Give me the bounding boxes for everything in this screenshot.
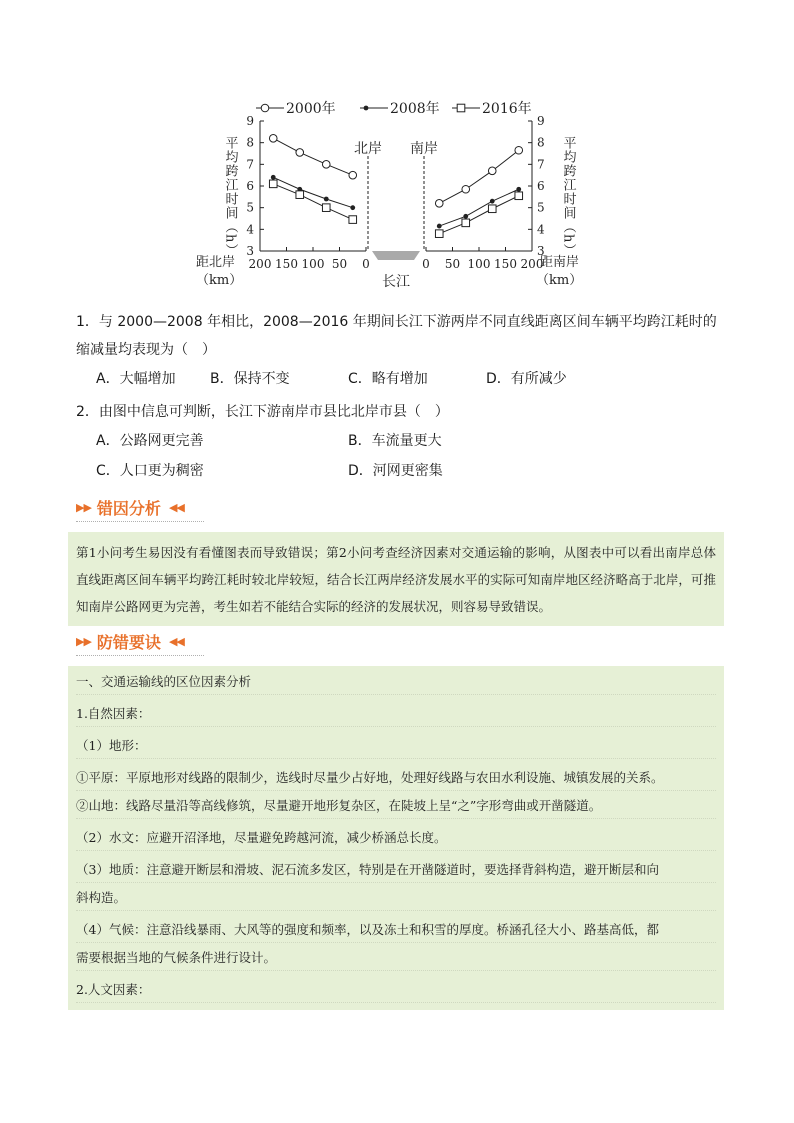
analysis-text: 第1小问考生易因没有看懂图表而导致错误；第2小问考查经济因素对交通运输的影响，从图表中可以看出南岸总体直线距离区间车辆平均跨江耗时较北岸较短，结合长江两岸经济发展水平的实际可知南岸地区经济略高于北岸，可推知南岸公路网更为完善，考生如若不能结合实际的经济的发展状况，则容易导致错误。 xyxy=(76,545,716,614)
right-series-point xyxy=(437,224,442,229)
left-series-point xyxy=(296,191,304,199)
right-series-point xyxy=(435,200,443,208)
right-y-tick-label: 4 xyxy=(537,222,545,237)
chart-axes xyxy=(196,114,582,290)
right-series-line-2000年 xyxy=(439,150,519,203)
question-2-options-row-1 xyxy=(76,426,726,456)
river-shape xyxy=(372,251,420,260)
left-series-point xyxy=(322,161,330,169)
right-series-point xyxy=(463,214,468,219)
tip-line: 2.人文因素： xyxy=(76,978,716,1003)
left-x-axis-title: 距北岸 xyxy=(196,255,236,270)
right-y-tick-label: 9 xyxy=(537,114,545,128)
tip-line: （1）地形： xyxy=(76,734,716,759)
left-series-point xyxy=(296,149,304,157)
left-y-tick-label: 6 xyxy=(246,179,254,193)
north-bank-label: 北岸 xyxy=(354,141,382,157)
river-label: 长江 xyxy=(382,274,410,290)
question-1-stem: 1．与 2000—2008 年相比，2008—2016 年期间长江下游两岸不同直线距离区间车辆平均跨江耗时的缩减量均表现为（ ） xyxy=(76,314,717,358)
question-2-option-a[interactable]: A．公路网更完善 xyxy=(96,433,204,449)
question-1-option-b[interactable]: B．保持不变 xyxy=(210,371,290,387)
right-series-line-2008年 xyxy=(439,189,519,226)
chart-marks xyxy=(269,135,522,238)
tip-line: 需要根据当地的气候条件进行设计。 xyxy=(76,946,716,971)
right-y-tick-label: 8 xyxy=(537,135,545,150)
left-series-line-2008年 xyxy=(273,177,353,207)
legend-marker xyxy=(457,104,465,112)
left-series-point xyxy=(271,175,276,180)
right-series-point xyxy=(488,205,496,213)
left-series-point xyxy=(322,204,330,212)
left-x-tick-label: 0 xyxy=(362,257,370,271)
right-series-point xyxy=(515,146,523,154)
question-1-option-a[interactable]: A．大幅增加 xyxy=(96,371,176,387)
left-series-line-2016年 xyxy=(273,184,353,220)
right-series-point xyxy=(515,192,523,200)
analysis-title-rule xyxy=(76,521,204,522)
legend-marker xyxy=(261,104,269,112)
tip-line: ②山地：线路尽量沿等高线修筑，尽量避开地形复杂区，在陡坡上呈“之”字形弯曲或开凿隧道。 xyxy=(76,794,716,819)
left-series-line-2000年 xyxy=(273,138,353,175)
chart-legend xyxy=(256,100,532,117)
question-1 xyxy=(76,308,726,394)
right-series-line-2016年 xyxy=(439,196,519,234)
legend-label: 2008年 xyxy=(390,101,440,117)
right-y-axis-title: 平均跨江时间（h） xyxy=(560,136,576,258)
left-series-point xyxy=(269,180,277,188)
right-series-point xyxy=(488,167,496,175)
tips-section-title xyxy=(76,628,184,654)
left-y-tick-label: 7 xyxy=(246,157,254,172)
analysis-section-title xyxy=(76,494,184,520)
right-y-tick-label: 3 xyxy=(537,244,545,258)
left-series-point xyxy=(349,171,357,179)
tips-title-rule xyxy=(76,655,204,656)
arrow-left-icon: ◀◀ xyxy=(168,634,184,648)
tip-line: 斜构造。 xyxy=(76,886,716,911)
right-x-axis-title: 距南岸 xyxy=(540,255,580,270)
legend-label: 2000年 xyxy=(286,101,336,117)
left-y-tick-label: 9 xyxy=(246,114,254,128)
left-series-point xyxy=(324,197,329,202)
question-2-option-d[interactable]: D．河网更密集 xyxy=(348,463,443,479)
tip-line: 一、交通运输线的区位因素分析 xyxy=(76,670,716,695)
right-y-tick-label: 5 xyxy=(537,200,545,215)
right-y-tick-label: 7 xyxy=(537,157,545,172)
left-series-point xyxy=(350,205,355,210)
tip-line: 1.自然因素： xyxy=(76,702,716,727)
arrow-left-icon: ◀◀ xyxy=(168,500,184,514)
right-x-tick-label: 150 xyxy=(494,257,517,271)
right-series-point xyxy=(516,187,521,192)
tips-title-text: 防错要诀 xyxy=(96,632,161,652)
question-2-stem: 2．由图中信息可判断，长江下游南岸市县比北岸市县（ ） xyxy=(76,404,449,420)
tip-line: ①平原：平原地形对线路的限制少，选线时尽量少占好地，处理好线路与农田水利设施、城镇发展的关系。 xyxy=(76,766,716,791)
right-y-tick-label: 6 xyxy=(537,179,545,193)
question-2-option-c[interactable]: C．人口更为稠密 xyxy=(96,463,204,479)
left-series-point xyxy=(269,135,277,143)
tip-line: （4）气候：注意沿线暴雨、大风等的强度和频率，以及冻土和积雪的厚度。桥涵孔径大小、路基高低，都 xyxy=(76,918,716,943)
right-x-tick-label: 50 xyxy=(444,257,461,271)
left-y-axis-title: 平均跨江时间（h） xyxy=(222,136,238,258)
south-bank-label: 南岸 xyxy=(410,141,438,157)
tip-line: （3）地质：注意避开断层和滑坡、泥石流多发区，特别是在开凿隧道时，要选择背斜构造，避开断层和向 xyxy=(76,858,716,883)
left-x-tick-label: 100 xyxy=(301,257,325,271)
cross-river-time-chart xyxy=(190,96,610,296)
right-x-axis-unit: （km） xyxy=(536,273,583,288)
analysis-box xyxy=(68,532,724,626)
legend-label: 2016年 xyxy=(482,101,532,117)
tips-box xyxy=(68,666,724,1010)
right-x-tick-label: 100 xyxy=(467,257,491,271)
right-series-point xyxy=(462,219,470,227)
right-series-point xyxy=(435,230,443,238)
right-x-tick-label: 0 xyxy=(422,257,430,271)
left-series-point xyxy=(349,216,357,224)
question-1-option-c[interactable]: C．略有增加 xyxy=(348,371,428,387)
arrow-right-icon: ▶▶ xyxy=(76,500,91,514)
question-2-option-b[interactable]: B．车流量更大 xyxy=(348,433,442,449)
right-series-point xyxy=(462,185,470,193)
tip-line: （2）水文：应避开沼泽地，尽量避免跨越河流，减少桥涵总长度。 xyxy=(76,826,716,851)
left-x-tick-label: 200 xyxy=(248,257,272,271)
question-2-options-row-2 xyxy=(76,456,726,486)
left-y-tick-label: 5 xyxy=(246,200,254,215)
legend-marker xyxy=(364,106,369,111)
left-y-tick-label: 4 xyxy=(246,222,254,237)
question-1-option-d[interactable]: D．有所减少 xyxy=(486,371,567,387)
left-x-tick-label: 50 xyxy=(331,257,348,271)
left-y-tick-label: 8 xyxy=(246,135,254,150)
left-x-tick-label: 150 xyxy=(275,257,298,271)
right-x-tick-label: 200 xyxy=(520,257,544,271)
left-x-axis-unit: （km） xyxy=(196,273,243,288)
left-y-tick-label: 3 xyxy=(246,244,254,258)
right-series-point xyxy=(490,199,495,204)
question-2 xyxy=(76,398,726,486)
analysis-title-text: 错因分析 xyxy=(96,498,161,518)
arrow-right-icon: ▶▶ xyxy=(76,634,91,648)
question-1-options xyxy=(76,364,726,394)
